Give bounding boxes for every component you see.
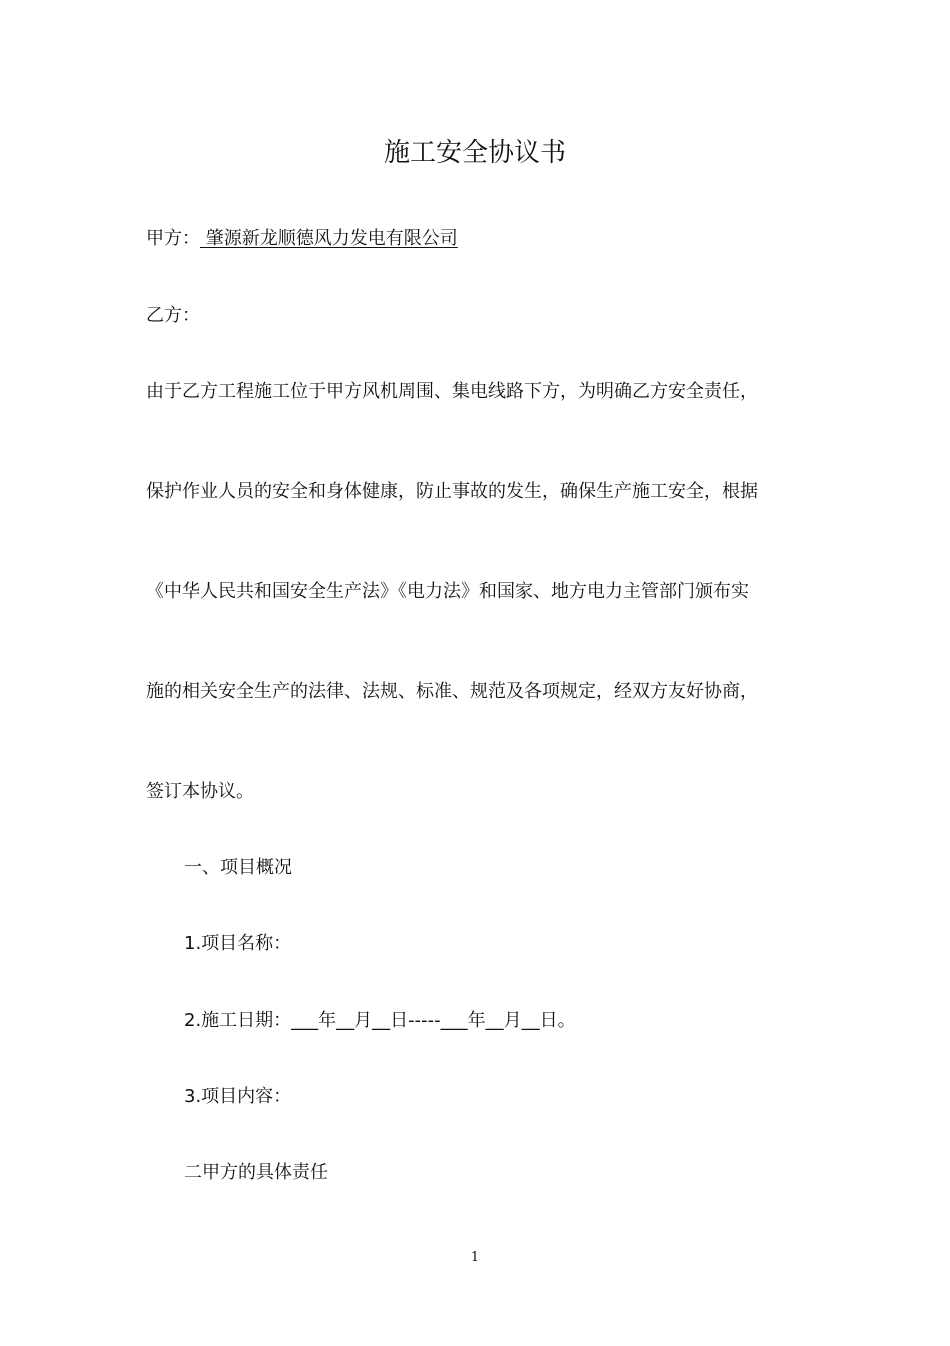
intro-line-4: 施的相关安全生产的法律、法规、标准、规范及各项规定，经双方友好协商， [146,681,758,702]
intro-line-3: 《中华人民共和国安全生产法》《电力法》和国家、地方电力主管部门颁布实 [146,581,749,602]
party-a-label: 甲方： [146,228,200,249]
intro-line-2: 保护作业人员的安全和身体健康，防止事故的发生，确保生产施工安全，根据 [146,481,758,502]
section-1-heading: 一、项目概况 [184,857,292,878]
document-title: 施工安全协议书 [383,138,566,168]
item-project-name: 1.项目名称： [184,933,292,954]
party-a-line [146,227,458,251]
intro-line-1: 由于乙方工程施工位于甲方风机周围、集电线路下方，为明确乙方安全责任， [146,381,758,402]
item-construction-date: 2.施工日期：___年__月__日-----___年__月__日。 [184,1010,576,1031]
party-b-label: 乙方： [146,305,200,326]
item-project-content: 3.项目内容： [184,1086,292,1107]
section-2-heading: 二甲方的具体责任 [184,1162,328,1183]
intro-line-5: 签订本协议。 [146,781,254,802]
party-a-value: 肇源新龙顺德风力发电有限公司 [200,228,458,249]
page-number: 1 [470,1250,480,1265]
